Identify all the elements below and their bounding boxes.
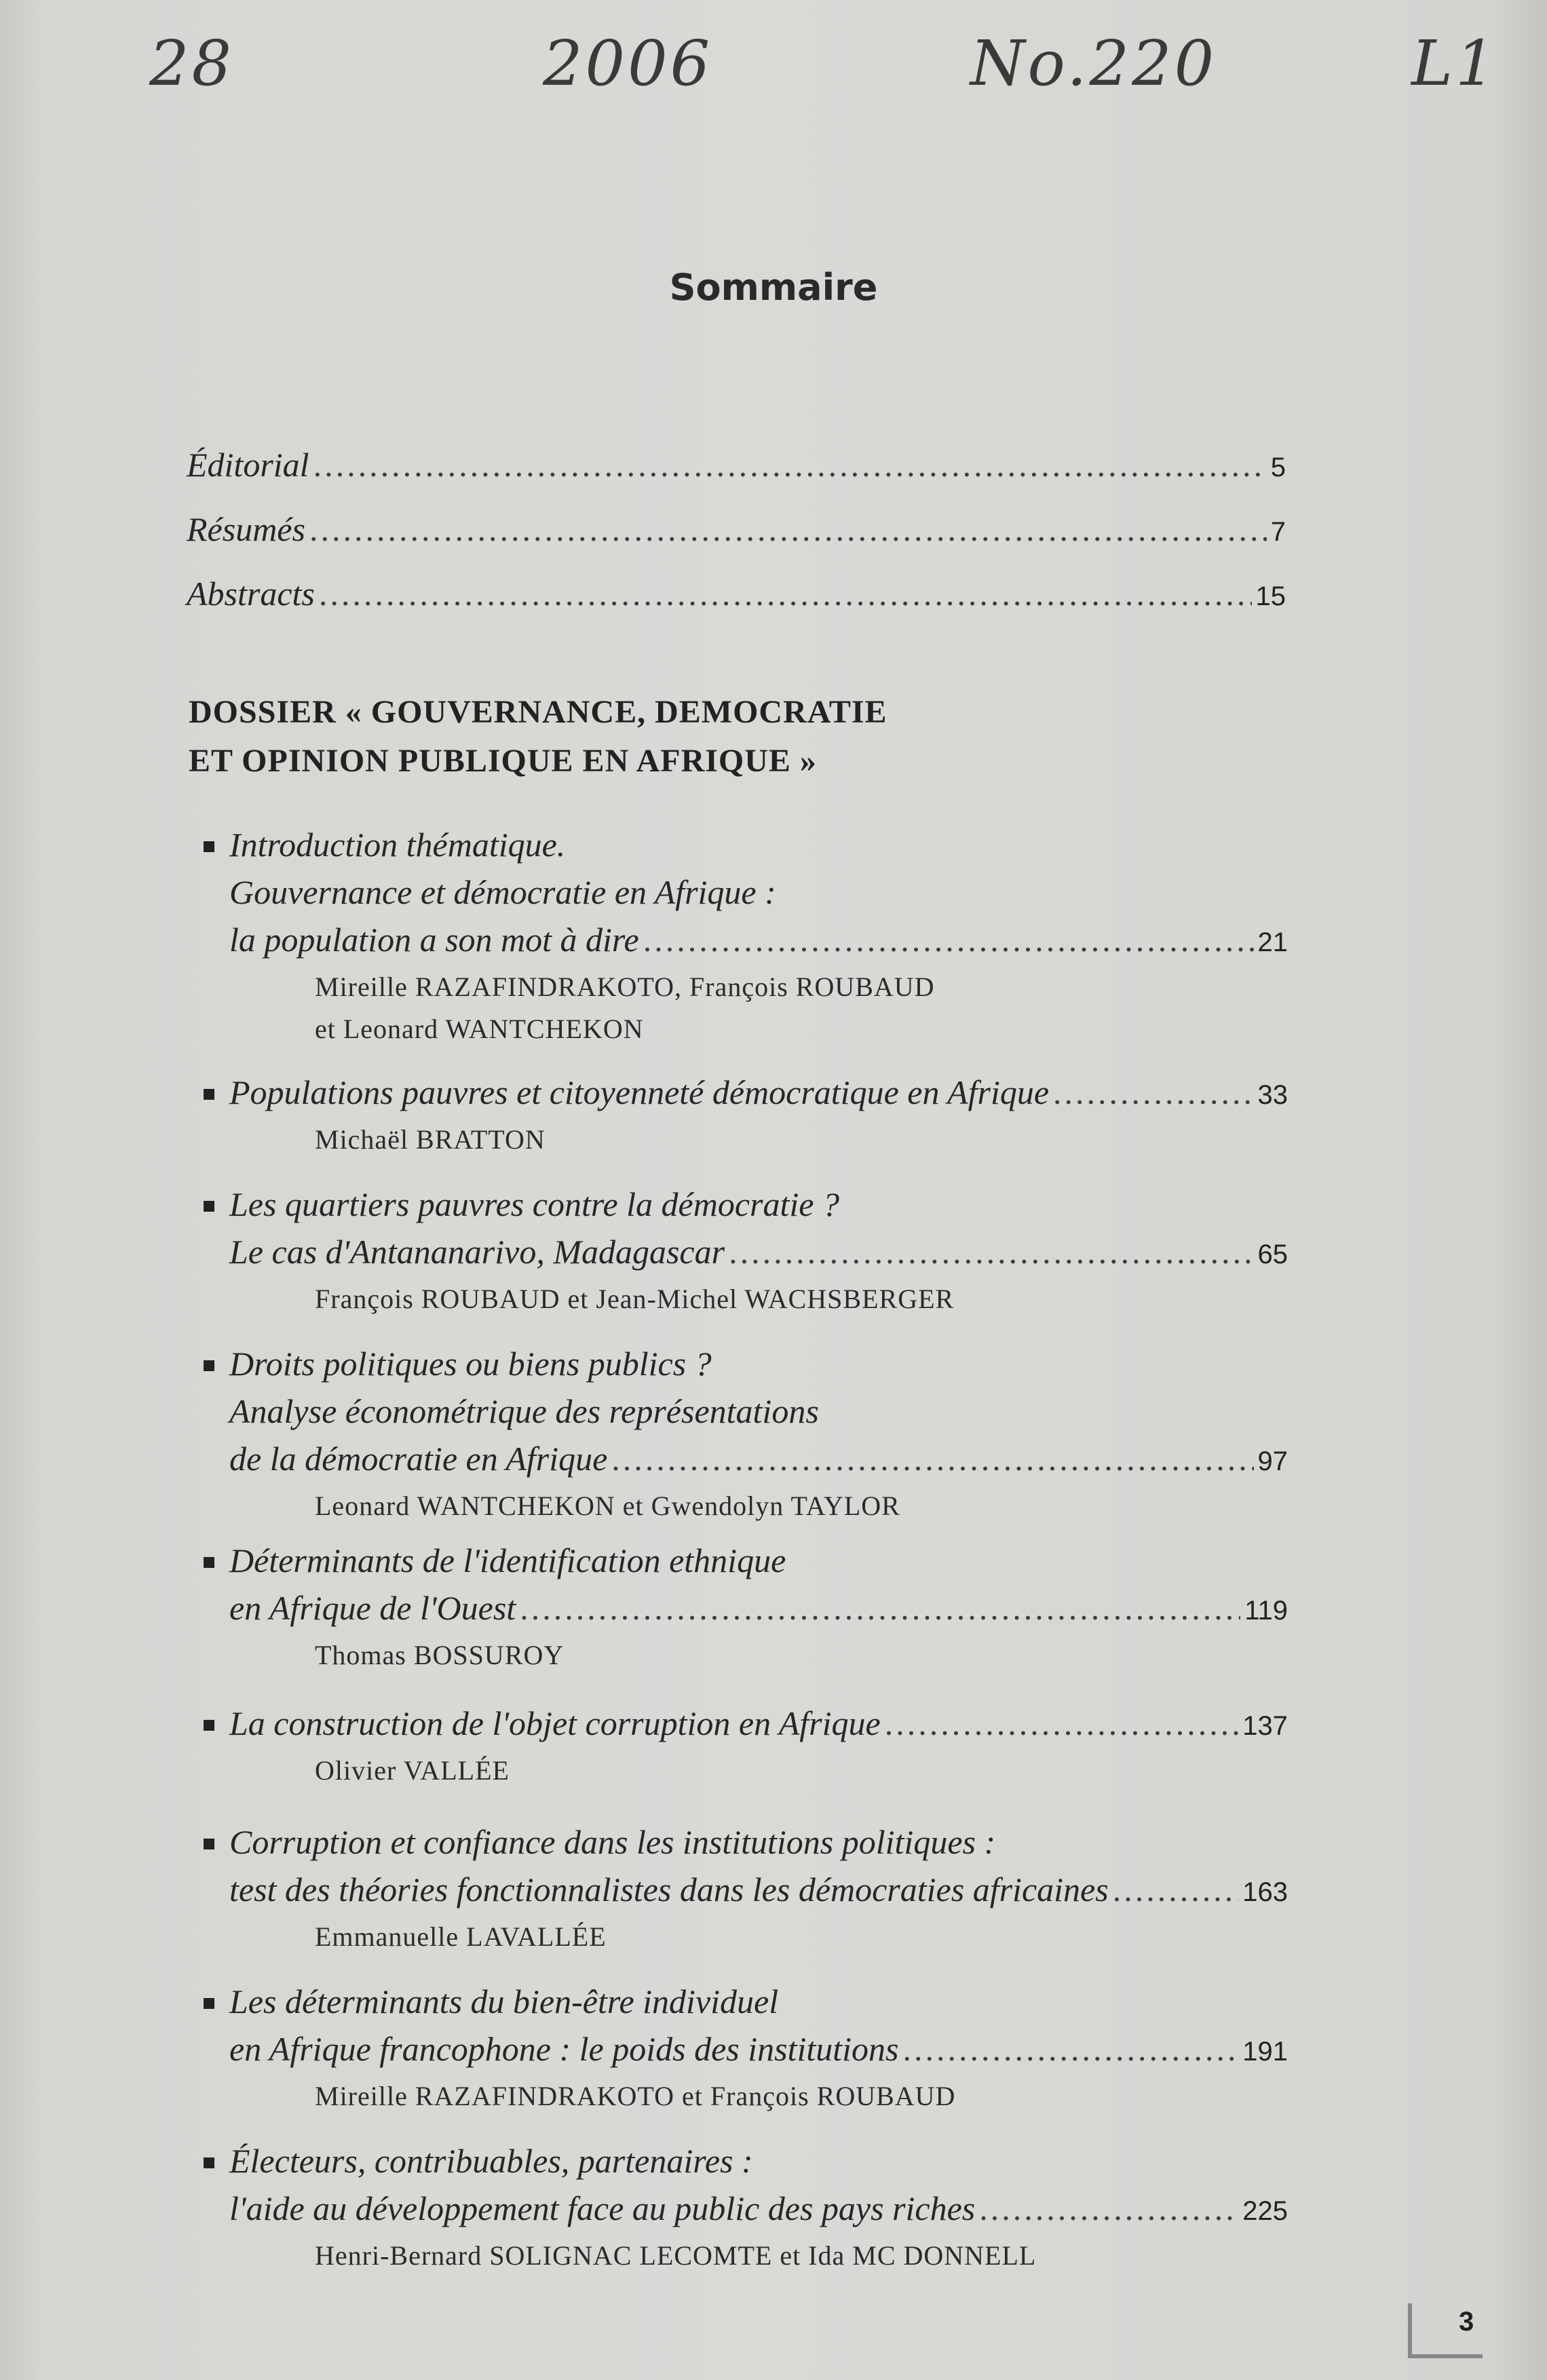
article-title-line: [229, 868, 1288, 916]
toc-article: [229, 821, 1288, 1050]
bullet-icon: [204, 1089, 214, 1100]
article-title-text: de la démocratie en Afrique: [229, 1440, 608, 1478]
dossier-heading-line: ET OPINION PUBLIQUE EN AFRIQUE »: [189, 743, 817, 779]
article-title-line: [229, 1228, 1288, 1278]
article-title-text: Analyse économétrique des représentations: [229, 1392, 819, 1430]
article-authors: Mireille RAZAFINDRAKOTO et François ROUBAUD: [315, 2081, 956, 2111]
leader-dots: [903, 2025, 1239, 2073]
leader-dots: [979, 2185, 1238, 2232]
bullet-icon: [204, 1360, 214, 1371]
toc-article: [229, 1818, 1288, 1958]
page-title: Sommaire: [669, 266, 878, 309]
article-title-line: [229, 821, 1288, 868]
article-title-line: [229, 2185, 1288, 2235]
article-page: 65: [1257, 1240, 1288, 1269]
article-authors: Michaël BRATTON: [315, 1124, 546, 1155]
article-title-text: test des théories fonctionnalistes dans les démocraties africaines: [229, 1870, 1109, 1908]
toc-article: [229, 1181, 1288, 1320]
bullet-icon: [204, 1557, 214, 1568]
article-title-text: la population a son mot à dire: [229, 921, 639, 959]
toc-entry-editorial: [187, 441, 1286, 491]
toc-article: [229, 1069, 1288, 1161]
leader-dots: [611, 1435, 1253, 1482]
article-title-text: Introduction thématique.: [229, 826, 566, 864]
article-title-line: [229, 916, 1288, 966]
article-title-text: Droits politiques ou biens publics ?: [229, 1345, 712, 1383]
article-page: 163: [1242, 1877, 1288, 1907]
article-title-text: Les quartiers pauvres contre la démocratie ?: [229, 1185, 839, 1223]
toc-entry-page: 15: [1255, 581, 1286, 611]
article-authors: Leonard WANTCHEKON et Gwendolyn TAYLOR: [315, 1491, 900, 1521]
article-page: 33: [1257, 1080, 1288, 1110]
toc-entry-abstracts: [187, 570, 1286, 620]
leader-dots: [313, 441, 1267, 488]
toc-article: [229, 2137, 1288, 2277]
article-title-text: Corruption et confiance dans les institutions politiques :: [229, 1823, 996, 1861]
article-title-line: [229, 1387, 1288, 1435]
article-page: 119: [1244, 1596, 1288, 1626]
toc-article: [229, 1978, 1288, 2117]
leader-dots: [520, 1584, 1240, 1632]
page-corner-mark: [1408, 2354, 1483, 2358]
article-page: 97: [1257, 1446, 1288, 1476]
article-title-line: [229, 1069, 1288, 1119]
article-page: 21: [1257, 927, 1288, 957]
leader-dots: [319, 570, 1252, 617]
article-title-text: Électeurs, contribuables, partenaires :: [229, 2142, 753, 2180]
article-authors: et Leonard WANTCHEKON: [315, 1014, 644, 1044]
article-authors: Olivier VALLÉE: [315, 1755, 510, 1786]
leader-dots: [1053, 1069, 1253, 1116]
toc-entry-page: 5: [1270, 453, 1286, 482]
toc-article: [229, 1700, 1288, 1792]
article-title-line: [229, 1700, 1288, 1750]
article-title-line: [229, 1537, 1288, 1584]
bullet-icon: [204, 1720, 214, 1731]
bullet-icon: [204, 1201, 214, 1212]
article-title-text: Les déterminants du bien-être individuel: [229, 1982, 779, 2020]
article-title-text: Populations pauvres et citoyenneté démocratique en Afrique: [229, 1073, 1050, 1111]
article-authors: Mireille RAZAFINDRAKOTO, François ROUBAUD: [315, 972, 935, 1002]
toc-entry-title: Abstracts: [187, 575, 315, 613]
article-title-text: Le cas d'Antananarivo, Madagascar: [229, 1233, 725, 1271]
article-title-line: [229, 1584, 1288, 1634]
article-authors: Henri-Bernard SOLIGNAC LECOMTE et Ida MC DONNELL: [315, 2240, 1037, 2271]
article-authors: Thomas BOSSUROY: [315, 1640, 565, 1670]
article-title-text: en Afrique francophone : le poids des institutions: [229, 2030, 899, 2068]
page-number: 3: [1459, 2307, 1474, 2337]
article-title-line: [229, 1435, 1288, 1485]
bullet-icon: [204, 841, 214, 852]
article-page: 191: [1242, 2037, 1288, 2067]
article-title-text: La construction de l'objet corruption en Afrique: [229, 1704, 881, 1742]
toc-entry-title: Résumés: [187, 510, 305, 548]
article-title-text: l'aide au développement face au public des pays riches: [229, 2189, 976, 2227]
article-title-text: Déterminants de l'identification ethnique: [229, 1541, 786, 1579]
leader-dots: [1113, 1866, 1239, 1913]
article-title-line: [229, 1866, 1288, 1916]
article-authors: François ROUBAUD et Jean-Michel WACHSBERGER: [315, 1284, 955, 1314]
article-title-line: [229, 1978, 1288, 2025]
article-title-line: [229, 1340, 1288, 1387]
dossier-heading: [189, 688, 887, 786]
article-authors: Emmanuelle LAVALLÉE: [315, 1921, 607, 1952]
handwritten-year: 2006: [543, 27, 713, 100]
article-title-text: en Afrique de l'Ouest: [229, 1589, 516, 1627]
article-title-line: [229, 1181, 1288, 1228]
bullet-icon: [204, 1839, 214, 1849]
handwritten-volume: 28: [149, 27, 235, 100]
toc-article: [229, 1340, 1288, 1527]
article-page: 137: [1242, 1711, 1288, 1741]
leader-dots: [643, 916, 1254, 963]
dossier-heading-line: DOSSIER « GOUVERNANCE, DEMOCRATIE: [189, 694, 887, 730]
toc-article: [229, 1537, 1288, 1676]
toc-entry-title: Éditorial: [187, 446, 309, 484]
leader-dots: [309, 505, 1267, 553]
bullet-icon: [204, 1998, 214, 2009]
bullet-icon: [204, 2157, 214, 2168]
handwritten-code: L1: [1411, 27, 1498, 100]
article-title-line: [229, 2025, 1288, 2075]
article-title-line: [229, 2137, 1288, 2185]
toc-entry-resumes: [187, 505, 1286, 556]
article-page: 225: [1242, 2196, 1288, 2226]
article-title-line: [229, 1818, 1288, 1866]
toc-entry-page: 7: [1270, 517, 1286, 547]
page-corner-mark: [1408, 2303, 1412, 2358]
handwritten-number: No.220: [970, 27, 1217, 100]
leader-dots: [885, 1700, 1239, 1747]
leader-dots: [729, 1228, 1253, 1275]
article-title-text: Gouvernance et démocratie en Afrique :: [229, 873, 776, 911]
